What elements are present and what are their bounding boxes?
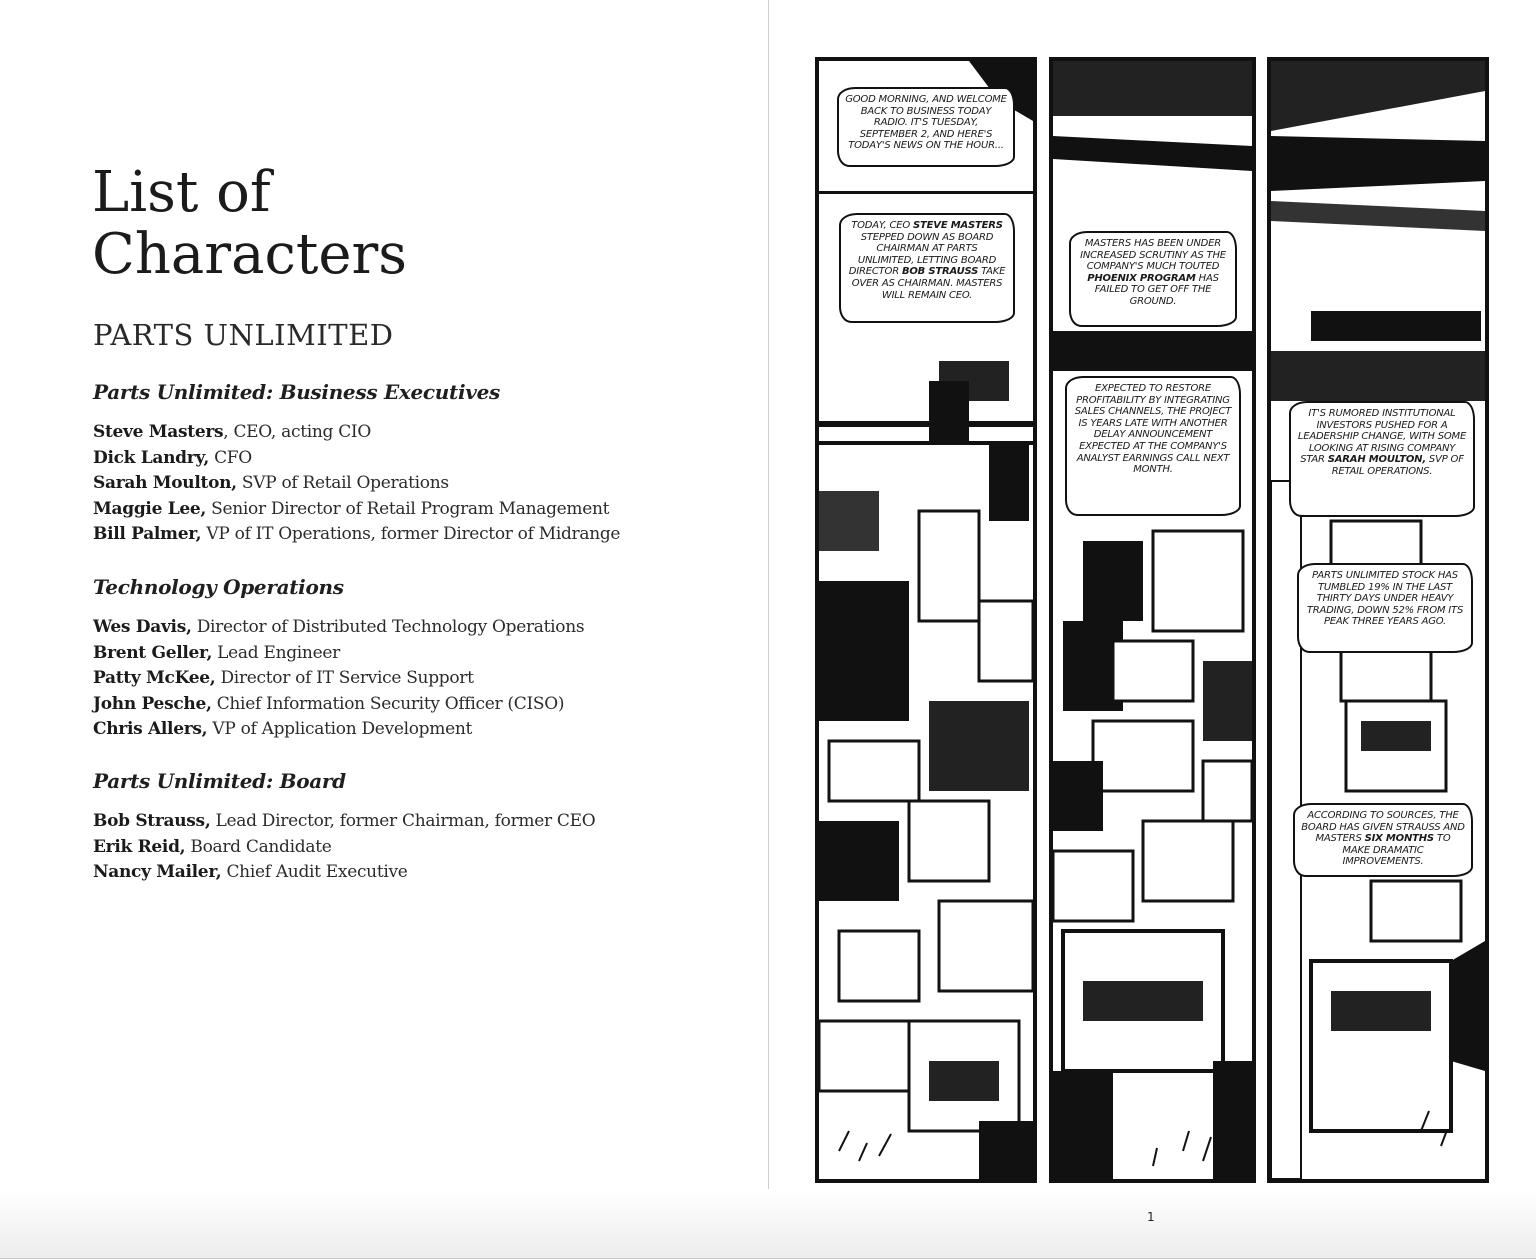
comic-panel-3	[1267, 57, 1489, 1183]
caption-text: EXPECTED TO RESTORE PROFITABILITY BY INTEGRATING SALES CHANNELS, THE PROJECT IS YEARS LATE WITH ANOTHER DELAY ANNOUNCEMENT EXPECTED AT THE COMPANY'S ANALYST EARNINGS CALL NEXT MONTH.	[1074, 383, 1232, 476]
caption-emphasis: BOB STRAUSS	[901, 266, 979, 278]
character-entry	[93, 641, 584, 667]
character-role: Director of IT Service Support	[215, 668, 474, 688]
character-entry	[93, 420, 620, 446]
character-role: VP of Application Development	[207, 719, 473, 739]
caption-box	[837, 87, 1015, 167]
section-heading: Parts Unlimited: Business Executives	[93, 380, 500, 404]
comic-panel-1	[815, 57, 1037, 1183]
character-entry	[93, 446, 620, 472]
caption-text: TAKE OVER AS CHAIRMAN. MASTERS WILL REMAIN CEO.	[851, 266, 1006, 301]
caption-emphasis: SARAH MOULTON,	[1327, 454, 1426, 466]
page-title	[92, 162, 407, 286]
title-line-1: List of	[92, 160, 271, 225]
caption-box	[1297, 563, 1473, 653]
caption-text: IT'S RUMORED INSTITUTIONAL INVESTORS PUSHED FOR A LEADERSHIP CHANGE, WITH SOME LOOKING AT RISING COMPANY STAR	[1297, 408, 1467, 466]
section-heading: Technology Operations	[93, 575, 344, 599]
traffic-illustration	[1053, 61, 1252, 1179]
character-role: Senior Director of Retail Program Management	[206, 498, 610, 519]
character-role: Lead Director, former Chairman, former CEO	[210, 811, 596, 831]
character-name: Bob Strauss,	[93, 811, 211, 831]
section-technology-operations	[93, 575, 584, 743]
comic-panel-2	[1049, 57, 1256, 1183]
page-number: 1	[1147, 1210, 1155, 1224]
character-entry	[93, 615, 584, 641]
caption-text: TODAY, CEO	[851, 220, 914, 231]
caption-text: ACCORDING TO SOURCES, THE BOARD HAS GIVEN STRAUSS AND MASTERS	[1301, 810, 1465, 845]
character-name: Maggie Lee,	[93, 498, 207, 519]
character-name: Sarah Moulton,	[93, 473, 237, 493]
caption-text: HAS FAILED TO GET OFF THE GROUND.	[1094, 272, 1219, 307]
character-name: Nancy Mailer,	[93, 862, 222, 882]
character-role: CFO	[209, 447, 252, 468]
section-board	[93, 769, 595, 886]
caption-emphasis: PHOENIX PROGRAM	[1087, 272, 1196, 284]
caption-text: GOOD MORNING, AND WELCOME BACK TO BUSINESS TODAY RADIO. IT'S TUESDAY, SEPTEMBER 2, AND HERE'S TODAY'S NEWS ON THE HOUR...	[845, 94, 1007, 152]
title-line-2: Characters	[92, 222, 407, 287]
character-entry	[93, 809, 595, 835]
company-heading: PARTS UNLIMITED	[93, 318, 394, 352]
caption-text: TO MAKE DRAMATIC IMPROVEMENTS.	[1342, 833, 1451, 868]
caption-text: STEPPED DOWN AS BOARD CHAIRMAN AT PARTS UNLIMITED, LETTING BOARD DIRECTOR	[848, 231, 997, 278]
character-entry	[93, 522, 620, 548]
character-name: Wes Davis,	[93, 617, 192, 637]
character-role: Director of Distributed Technology Operations	[191, 617, 585, 637]
caption-text: SVP OF RETAIL OPERATIONS.	[1331, 454, 1464, 477]
page-bottom-shade	[0, 1189, 1536, 1259]
character-entry	[93, 692, 584, 718]
character-name: Dick Landry,	[93, 447, 209, 468]
caption-emphasis: STEVE MASTERS	[913, 220, 1003, 231]
character-entry	[93, 860, 595, 886]
caption-box	[1069, 231, 1237, 327]
caption-box	[839, 213, 1015, 323]
character-role: Lead Engineer	[212, 642, 340, 663]
character-entry	[93, 717, 584, 743]
character-name: Chris Allers,	[93, 719, 208, 739]
character-role: Chief Information Security Officer (CISO)	[211, 693, 565, 714]
character-name: Brent Geller,	[93, 642, 213, 663]
character-entry	[93, 835, 595, 861]
character-role: Board Candidate	[185, 836, 332, 857]
character-name: Bill Palmer,	[93, 524, 202, 544]
character-role: VP of IT Operations, former Director of Midrange	[201, 524, 621, 544]
character-entry	[93, 497, 620, 523]
character-role: Chief Audit Executive	[221, 862, 408, 882]
name-separator: ,	[223, 422, 229, 442]
character-role: SVP of Retail Operations	[236, 473, 449, 493]
caption-emphasis: SIX MONTHS	[1364, 833, 1434, 845]
caption-box	[1293, 803, 1473, 877]
character-entry	[93, 471, 620, 497]
character-name: Patty McKee,	[93, 668, 216, 688]
character-name: Erik Reid,	[93, 836, 186, 857]
character-name: Steve Masters	[93, 422, 224, 442]
caption-box	[1065, 376, 1241, 516]
character-name: John Pesche,	[93, 693, 212, 714]
caption-box	[1289, 401, 1475, 517]
section-business-executives	[93, 380, 620, 548]
caption-text: MASTERS HAS BEEN UNDER INCREASED SCRUTINY AS THE COMPANY'S MUCH TOUTED	[1080, 238, 1226, 273]
character-role: CEO, acting CIO	[228, 422, 371, 442]
character-entry	[93, 666, 584, 692]
caption-text: PARTS UNLIMITED STOCK HAS TUMBLED 19% IN THE LAST THIRTY DAYS UNDER HEAVY TRADING, DOWN 52% FROM ITS PEAK THREE YEARS AGO.	[1306, 570, 1464, 628]
section-heading: Parts Unlimited: Board	[93, 769, 346, 793]
